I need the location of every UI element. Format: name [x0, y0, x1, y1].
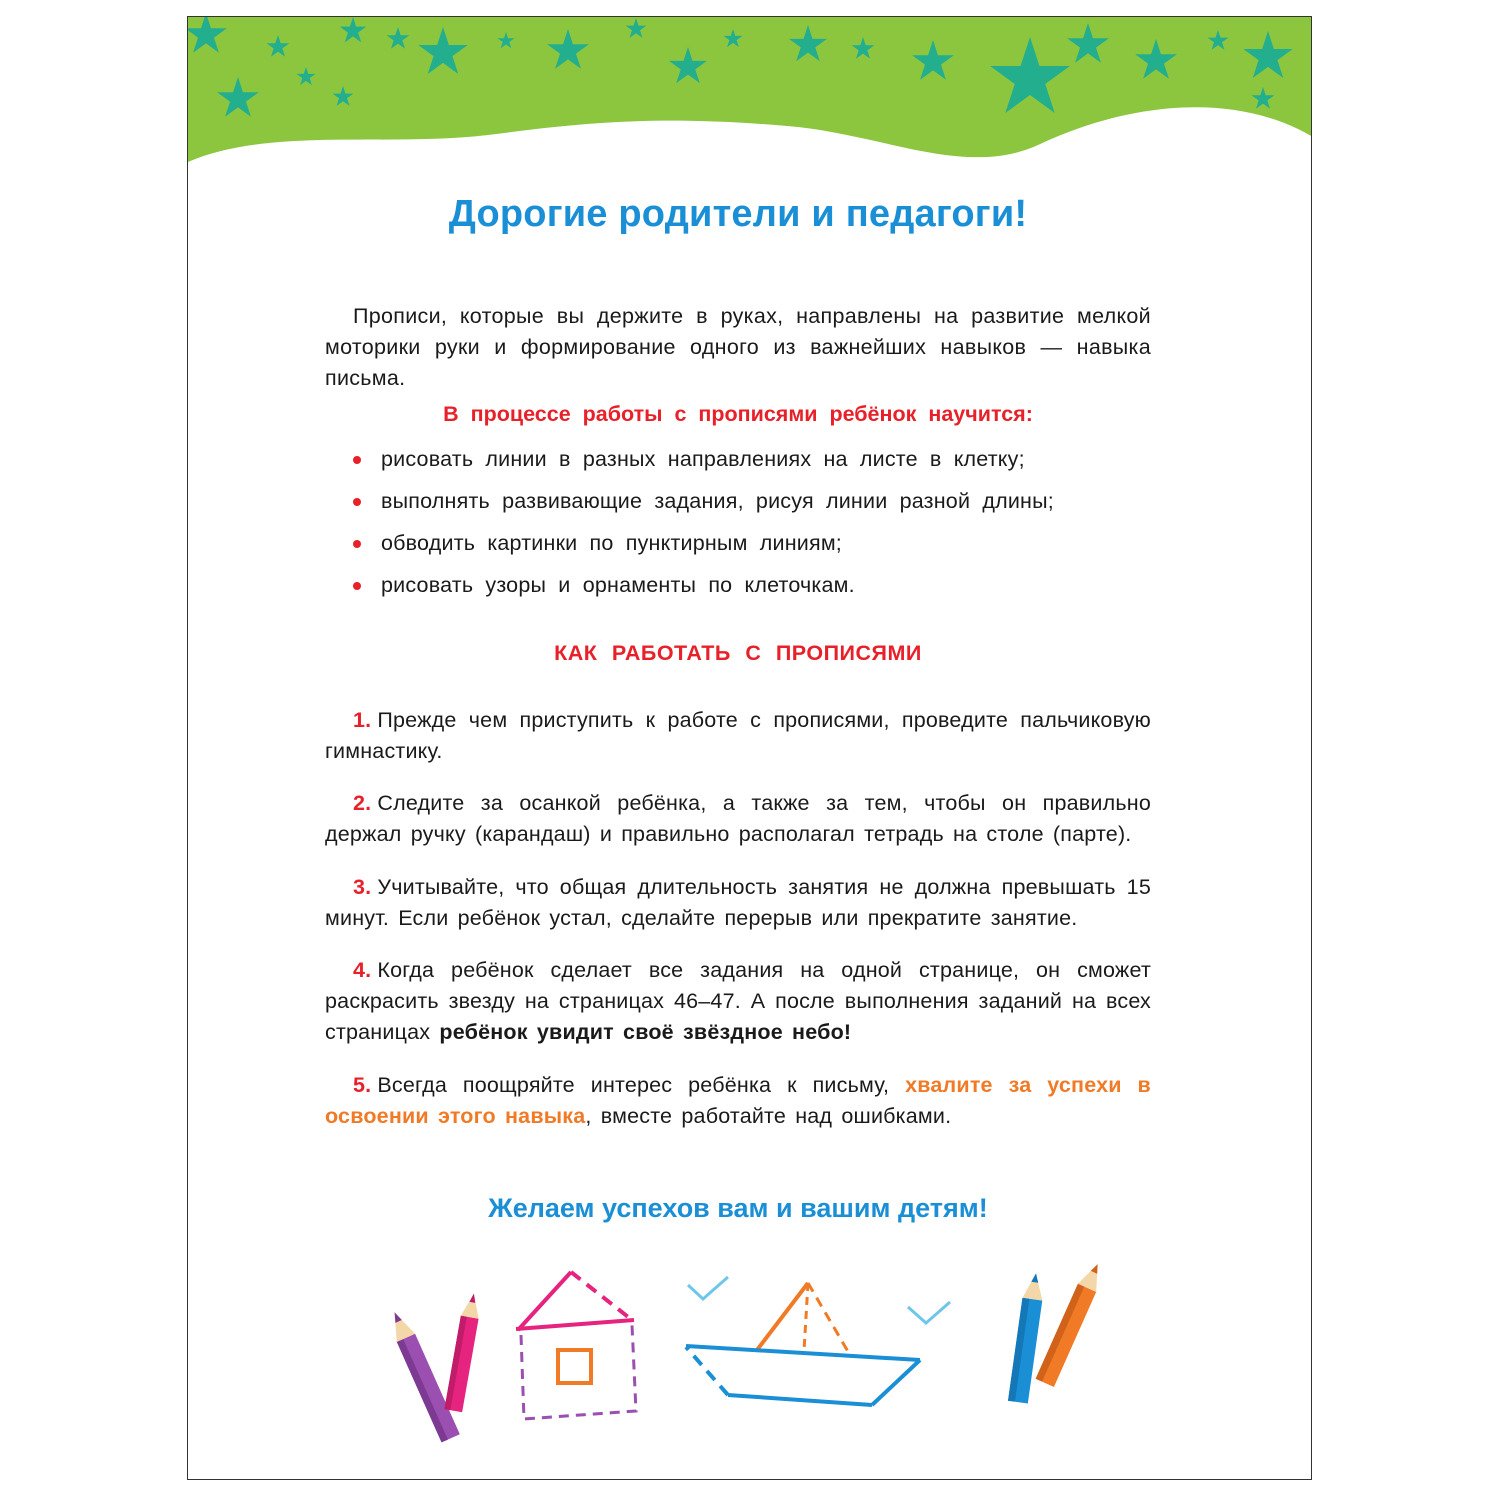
step-number: 5.: [353, 1072, 372, 1097]
page: [187, 16, 1312, 1480]
dashed-boat-icon: [686, 1283, 920, 1405]
bullet-icon: [353, 456, 361, 464]
how-to-heading: КАК РАБОТАТЬ С ПРОПИСЯМИ: [554, 641, 922, 665]
page-title: Дорогие родители и педагоги!: [448, 193, 1028, 235]
list-item-text: обводить картинки по пунктирным линиям;: [381, 531, 842, 555]
purple-pencil-icon: [385, 1308, 459, 1442]
step-text: Прежде чем приступить к работе с прописями, проведите пальчиковую гимнастику.: [325, 707, 1151, 763]
step-2: [325, 788, 1151, 850]
intro-paragraph: Прописи, которые вы держите в руках, направлены на развитие мелкой моторики руки и формирование одного из важнейших навыков — навыка письма.: [325, 303, 1151, 390]
skills-list: [325, 441, 1151, 609]
list-item: [325, 441, 1151, 483]
bullet-icon: [353, 582, 361, 590]
pink-pencil-icon: [444, 1292, 482, 1412]
list-item-text: рисовать линии в разных направлениях на листе в клетку;: [381, 447, 1025, 471]
steps-list: [325, 683, 1151, 1142]
step-5: [325, 1070, 1151, 1132]
step-1: [325, 705, 1151, 767]
step-emphasis: ребёнок увидит своё звёздное небо!: [439, 1020, 852, 1044]
list-item: [325, 525, 1151, 567]
list-item-text: выполнять развивающие задания, рисуя линии разной длины;: [381, 489, 1054, 513]
learn-heading: В процессе работы с прописями ребёнок научится:: [443, 402, 1033, 426]
step-4: [325, 955, 1151, 1048]
step-number: 2.: [353, 791, 372, 815]
step-number: 4.: [353, 958, 372, 982]
step-highlight: хвалите за успехи в освоении этого навыка: [325, 1072, 1151, 1128]
step-text: Учитывайте, что общая длительность занятия не должна превышать 15 минут. Если ребёнок устал, сделайте перерыв или прекратите занятие.: [325, 874, 1151, 930]
step-text: Всегда поощряйте интерес ребёнка к письму,: [377, 1072, 890, 1097]
list-item-text: рисовать узоры и орнаменты по клеточкам.: [381, 573, 855, 597]
bullet-icon: [353, 540, 361, 548]
step-text: , вместе работайте над ошибками.: [585, 1103, 952, 1128]
step-number: 1.: [353, 707, 372, 732]
list-item: [325, 483, 1151, 525]
closing-wish: Желаем успехов вам и вашим детям!: [488, 1193, 988, 1223]
step-3: [325, 872, 1151, 934]
dashed-house-icon: [516, 1272, 636, 1419]
bullet-icon: [353, 498, 361, 506]
list-item: [325, 567, 1151, 609]
blue-pencil-icon: [1008, 1272, 1046, 1404]
step-text: Следите за осанкой ребёнка, а также за тем, чтобы он правильно держал ручку (карандаш) и правильно располагал тетрадь на столе (парте).: [325, 791, 1151, 846]
orange-pencil-icon: [1036, 1260, 1107, 1387]
star-banner: [188, 17, 1312, 187]
illustrations: [188, 1247, 1312, 1457]
step-text: Когда ребёнок сделает все задания на одной странице, он сможет раскрасить звезду на страницах 46–47. А после выполнения заданий на всех страницах: [325, 958, 1151, 1044]
step-number: 3.: [353, 874, 372, 899]
